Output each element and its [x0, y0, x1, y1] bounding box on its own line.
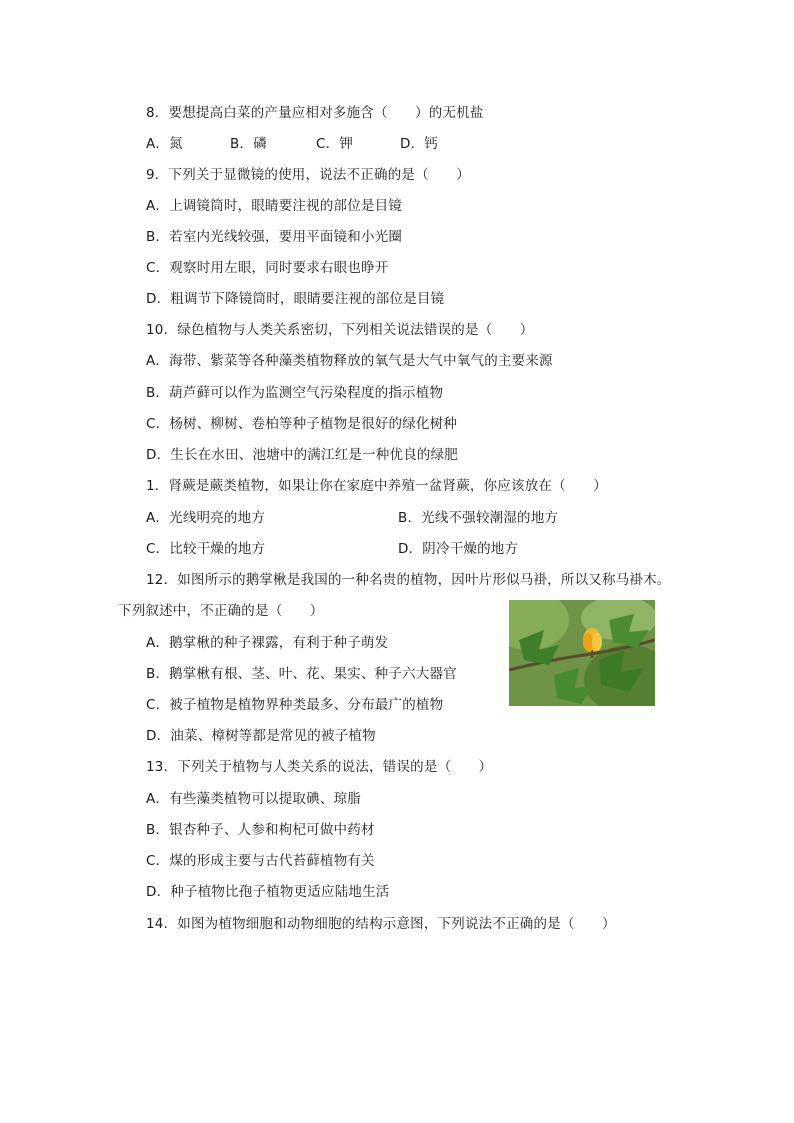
q13-option-d: D．种子植物比孢子植物更适应陆地生活	[146, 884, 390, 900]
q11-option-c: C．比较干燥的地方	[146, 541, 266, 557]
q9-stem: 9．下列关于显微镜的使用，说法不正确的是（ ）	[146, 167, 470, 183]
q12-stem: 12．如图所示的鹅掌楸是我国的一种名贵的植物，因叶片形似马褂，所以又称马褂木。	[146, 572, 671, 588]
q14-stem: 14．如图为植物细胞和动物细胞的结构示意图，下列说法不正确的是（ ）	[146, 916, 616, 932]
q10-stem: 10．绿色植物与人类关系密切，下列相关说法错误的是（ ）	[146, 322, 534, 338]
tulip-tree-photo-drawing	[509, 600, 655, 706]
q10-option-b: B．葫芦藓可以作为监测空气污染程度的指示植物	[146, 385, 444, 401]
q8-stem: 8．要想提高白菜的产量应相对多施含（ ）的无机盐	[146, 105, 484, 121]
q13-option-a: A．有些藻类植物可以提取碘、琼脂	[146, 791, 361, 807]
q12-option-b: B．鹅掌楸有根、茎、叶、花、果实、种子六大器官	[146, 666, 457, 682]
q8-option-b: B．磷	[230, 136, 267, 152]
q9-option-c: C．观察时用左眼，同时要求右眼也睁开	[146, 260, 389, 276]
q11-stem: 1．肾蕨是蕨类植物，如果让你在家庭中养殖一盆肾蕨，你应该放在（ ）	[146, 478, 607, 494]
q9-option-b: B．若室内光线较强，要用平面镜和小光圈	[146, 229, 403, 245]
q8-options	[146, 135, 438, 153]
q13-option-c: C．煤的形成主要与古代苔藓植物有关	[146, 853, 375, 869]
tulip-tree-photo	[509, 600, 655, 706]
q10-option-a: A．海带、紫菜等各种藻类植物释放的氧气是大气中氧气的主要来源	[146, 353, 553, 369]
q11-option-a: A．光线明亮的地方	[146, 510, 266, 526]
q8-option-a: A．氮	[146, 136, 183, 152]
q10-option-c: C．杨树、柳树、卷柏等种子植物是很好的绿化树种	[146, 416, 458, 432]
q13-stem: 13．下列关于植物与人类关系的说法，错误的是（ ）	[146, 759, 493, 775]
q9-option-d: D．粗调节下降镜筒时，眼睛要注视的部位是目镜	[146, 291, 445, 307]
q12-option-a: A．鹅掌楸的种子裸露，有利于种子萌发	[146, 635, 389, 651]
q8-option-d: D．钙	[400, 136, 438, 152]
q8-option-c: C．钾	[316, 136, 354, 152]
q10-option-d: D．生长在水田、池塘中的满江红是一种优良的绿肥	[146, 447, 458, 463]
q12-option-d: D．油菜、樟树等都是常见的被子植物	[146, 728, 376, 744]
q12-stem-continued: 下列叙述中，不正确的是（ ）	[118, 603, 324, 619]
q12-option-c: C．被子植物是植物界种类最多、分布最广的植物	[146, 697, 444, 713]
q11-option-d: D．阴冷干燥的地方	[398, 541, 519, 557]
q11-option-b: B．光线不强较潮湿的地方	[398, 510, 559, 526]
q9-option-a: A．上调镜筒时，眼睛要注视的部位是目镜	[146, 198, 403, 214]
q13-option-b: B．银杏种子、人参和枸杞可做中药材	[146, 822, 375, 838]
